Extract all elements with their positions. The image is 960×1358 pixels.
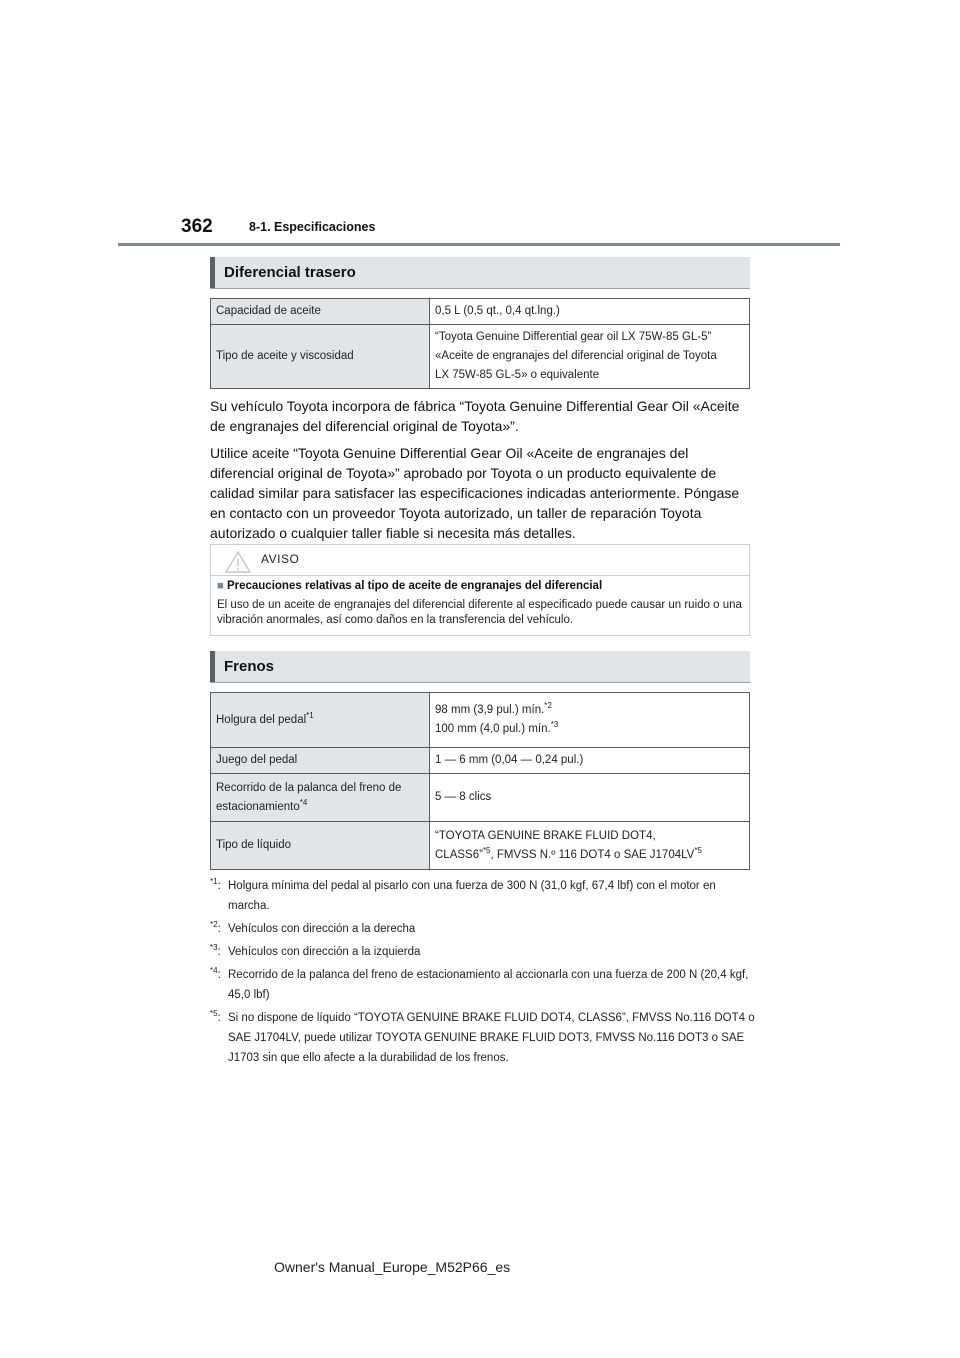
warning-text: El uso de un aceite de engranajes del diferencial diferente al especificado puede causar un ruido o una vibración anormales, así como daños en la transferencia del vehículo. xyxy=(217,599,742,626)
section-title: 8-1. Especificaciones xyxy=(249,220,376,234)
rear-diff-heading: Diferencial trasero xyxy=(210,257,750,288)
table-row xyxy=(211,693,750,748)
body-paragraph: Utilice aceite “Toyota Genuine Differential Gear Oil «Aceite de engranajes del diferencial original de Toyota»” aprobado por Toyota o un producto equivalente de calidad similar para satisfacer las especificaciones indicadas anteriormente. Póngase en contacto con un proveedor Toyota autorizado, un taller de reparación Toyota autorizado o cualquier taller fiable si necesita más detalles. xyxy=(210,445,740,541)
table-row xyxy=(211,299,750,325)
pedal-clearance-label: Holgura del pedal$^{*1}$ xyxy=(211,693,430,748)
brakes-table xyxy=(210,692,750,870)
table-row xyxy=(211,774,750,822)
warning-header xyxy=(211,545,749,576)
footnotes xyxy=(210,876,755,1071)
footnote: $^{*4}$: Recorrido de la palanca del freno de estacionamiento al accionarla con una fuerza de 200 N (20,4 kgf, 45,0 lbf) xyxy=(210,966,749,1001)
brakes-heading-rule xyxy=(210,682,750,683)
oil-type-line: LX 75W-85 GL-5» o equivalente xyxy=(435,369,600,381)
oil-type-line: «Aceite de engranajes del diferencial original de Toyota xyxy=(435,350,717,362)
oil-capacity-label: Capacidad de aceite xyxy=(211,299,430,325)
square-bullet-icon: ■ xyxy=(217,580,224,592)
table-row xyxy=(211,822,750,870)
pedal-play-label: Juego del pedal xyxy=(211,748,430,774)
pedal-clearance-value: 98 mm (3,9 pul.) mín.$^{*2}$ 100 mm (4,0 pul.) mín.$^{*3}$ xyxy=(430,693,750,748)
rear-diff-heading-rule xyxy=(210,288,750,289)
warning-subheading: ■ Precauciones relativas al tipo de aceite de engranajes del diferencial xyxy=(217,580,603,592)
oil-type-label: Tipo de aceite y viscosidad xyxy=(211,325,430,389)
pedal-play-value: 1 — 6 mm (0,04 — 0,24 pul.) xyxy=(430,748,750,774)
oil-type-line: “Toyota Genuine Differential gear oil LX 75W-85 GL-5” xyxy=(435,331,712,343)
rear-diff-table xyxy=(210,298,750,389)
fluid-type-label: Tipo de líquido xyxy=(211,822,430,870)
parking-brake-travel-label: Recorrido de la palanca del freno de estacionamiento$^{*4}$ xyxy=(211,774,430,822)
table-row xyxy=(211,325,750,389)
footnote: $^{*1}$: Holgura mínima del pedal al pisarlo con una fuerza de 300 N (31,0 kgf, 67,4 lbf) con el motor en marcha. xyxy=(210,877,716,912)
warning-title: AVISO xyxy=(261,552,300,566)
footnote: $^{*2}$: Vehículos con dirección a la derecha xyxy=(210,920,416,935)
footnote: $^{*3}$: Vehículos con dirección a la izquierda xyxy=(210,943,421,958)
brakes-heading: Frenos xyxy=(210,651,750,682)
oil-type-value xyxy=(430,325,750,389)
body-text xyxy=(210,396,755,550)
header-rule xyxy=(118,243,840,246)
table-row xyxy=(211,748,750,774)
footnote: $^{*5}$: Si no dispone de líquido “TOYOTA GENUINE BRAKE FLUID DOT4, CLASS6”, FMVSS No.116 DOT4 o SAE J1704LV, puede utilizar TOYOTA GENUINE BRAKE FLUID DOT3, FMVSS No.116 DOT3 o SAE J1703 sin que ello afecte a la durabilidad de los frenos. xyxy=(210,1009,755,1064)
warning-triangle-icon xyxy=(225,551,251,578)
warning-box xyxy=(210,544,750,636)
page-number: 362 xyxy=(181,216,213,237)
footer-text: Owner's Manual_Europe_M52P66_es xyxy=(274,1259,511,1275)
parking-brake-travel-value: 5 — 8 clics xyxy=(430,774,750,822)
oil-capacity-value: 0,5 L (0,5 qt., 0,4 qt.lng.) xyxy=(430,299,750,325)
fluid-type-value: “TOYOTA GENUINE BRAKE FLUID DOT4, CLASS6”$^{*5}$, FMVSS N.º 116 DOT4 o SAE J1704LV$^{*5}$ xyxy=(430,822,750,870)
body-paragraph: Su vehículo Toyota incorpora de fábrica “Toyota Genuine Differential Gear Oil «Aceite de engranajes del diferencial original de Toyota»”. xyxy=(210,398,740,434)
